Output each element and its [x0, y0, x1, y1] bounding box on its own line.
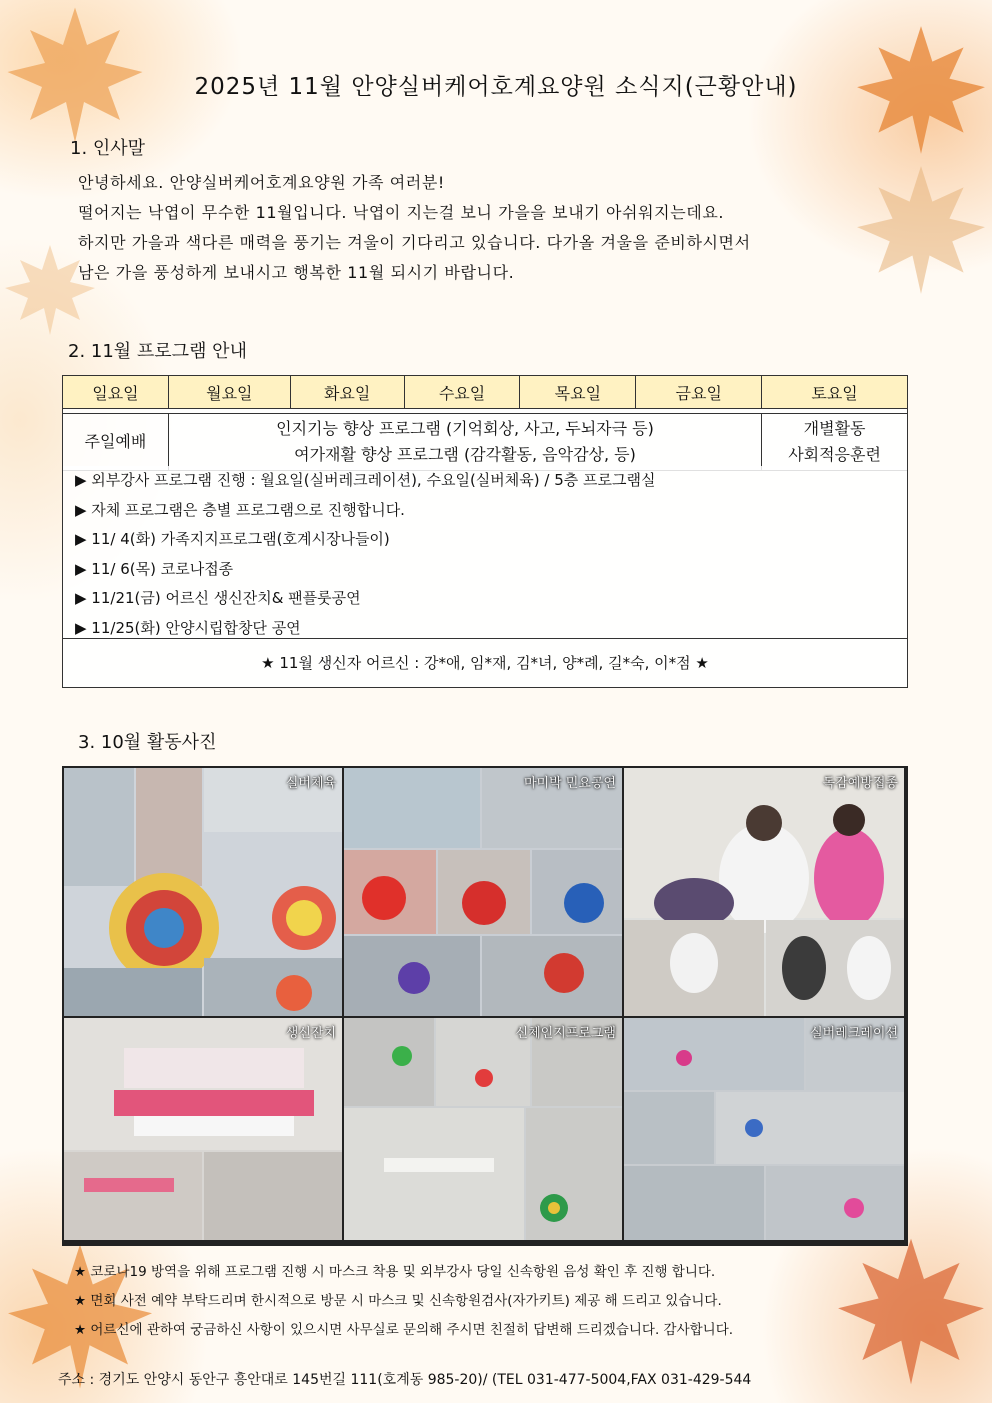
weekday-program-line: 여가재활 향상 프로그램 (감각활동, 음악감상, 등): [294, 445, 636, 464]
table-header-row: [63, 376, 908, 409]
list-item: ▶ 11/ 4(화) 가족지지프로그램(호계시장나들이): [75, 530, 390, 548]
photo-image: [624, 768, 904, 1016]
program-heading: 2. 11월 프로그램 안내: [68, 341, 247, 362]
saturday-program: [762, 414, 908, 471]
photo-flu-vaccination: [624, 768, 904, 1016]
list-item: ▶ 11/ 6(목) 코로나접종: [75, 559, 234, 578]
saturday-program-line: 개별활동: [803, 419, 866, 438]
maple-leaf-icon: [830, 1220, 992, 1403]
greeting-line: 하지만 가을과 색다른 매력을 풍기는 겨울이 기다리고 있습니다. 다가올 겨울을 준비하시면서: [78, 233, 751, 252]
photo-physical-cognitive-program: [344, 1018, 622, 1240]
program-notes: [62, 466, 908, 639]
list-item: ▶ 자체 프로그램은 층별 프로그램으로 진행합니다.: [75, 500, 405, 519]
day-header: 수요일: [404, 376, 520, 409]
photo-caption: 생신잔치: [285, 1026, 336, 1041]
greeting-line: 남은 가을 풍성하게 보내시고 행복한 11월 되시기 바랍니다.: [78, 263, 515, 282]
list-item: ▶ 외부강사 프로그램 진행 : 월요일(실버레크레이션), 수요일(실버체육) / 5층 프로그램실: [75, 471, 656, 489]
photo-image: [344, 768, 622, 1016]
greeting-text: [78, 168, 958, 288]
photo-silver-recreation: [624, 1018, 904, 1240]
sunday-program: 주일예배: [63, 414, 169, 471]
photo-folk-performance: [344, 768, 622, 1016]
activity-photo-grid: [62, 766, 908, 1246]
photo-image: [64, 768, 342, 1016]
greeting-heading: 1. 인사말: [70, 138, 146, 159]
saturday-program-line: 사회적응훈련: [788, 445, 881, 464]
birthday-residents: ★ 11월 생신자 어르신 : 강*애, 임*재, 김*녀, 양*례, 길*숙, 이*점 ★: [62, 638, 908, 688]
list-item: ★ 어르신에 관하여 궁금하신 사항이 있으시면 사무실로 문의해 주시면 친절히 답변해 드리겠습니다. 감사합니다.: [74, 1322, 734, 1338]
photo-image: [344, 1018, 622, 1240]
address-line: 주소 : 경기도 안양시 동안구 흥안대로 145번길 111(호계동 985-20)/ (TEL 031-477-5004,FAX 031-429-544: [58, 1372, 752, 1388]
table-row: [63, 414, 908, 471]
greeting-line: 안녕하세요. 안양실버케어호계요양원 가족 여러분!: [78, 173, 445, 192]
list-item: ▶ 11/21(금) 어르신 생신잔치& 팬플룻공연: [75, 589, 361, 607]
list-item: ★ 코로나19 방역을 위해 프로그램 진행 시 마스크 착용 및 외부강사 당일 신속항원 음성 확인 후 진행 합니다.: [74, 1264, 716, 1280]
program-schedule-table: [62, 375, 908, 471]
photo-silver-exercise: [64, 768, 342, 1016]
list-item: ★ 면회 사전 예약 부탁드리며 한시적으로 방문 시 마스크 및 신속항원검사(자가키트) 제공 해 드리고 있습니다.: [74, 1293, 722, 1309]
weekday-program: [168, 414, 761, 471]
photo-caption: 신체인지프로그램: [515, 1026, 616, 1041]
day-header: 토요일: [762, 376, 908, 409]
photo-caption: 독감예방접종: [822, 776, 898, 791]
greeting-line: 떨어지는 낙엽이 무수한 11월입니다. 낙엽이 지는걸 보니 가을을 보내기 아쉬워지는데요.: [78, 203, 725, 222]
footer-notes: [74, 1258, 733, 1345]
photos-heading: 3. 10월 활동사진: [78, 732, 217, 753]
photo-image: [624, 1018, 904, 1240]
photo-caption: 실버체육: [285, 776, 336, 791]
day-header: 목요일: [520, 376, 636, 409]
photo-birthday-party: [64, 1018, 342, 1240]
day-header: 금요일: [636, 376, 762, 409]
list-item: ▶ 11/25(화) 안양시립합창단 공연: [75, 618, 301, 637]
day-header: 화요일: [290, 376, 404, 409]
photo-image: [64, 1018, 342, 1240]
photo-caption: 실버레크레이션: [810, 1026, 898, 1041]
day-header: 월요일: [168, 376, 290, 409]
newsletter-title: 2025년 11월 안양실버케어호계요양원 소식지(근황안내): [194, 74, 798, 100]
photo-caption: 마미박 민요공연: [523, 776, 616, 791]
weekday-program-line: 인지기능 향상 프로그램 (기억회상, 사고, 두뇌자극 등): [276, 419, 654, 438]
day-header: 일요일: [63, 376, 169, 409]
